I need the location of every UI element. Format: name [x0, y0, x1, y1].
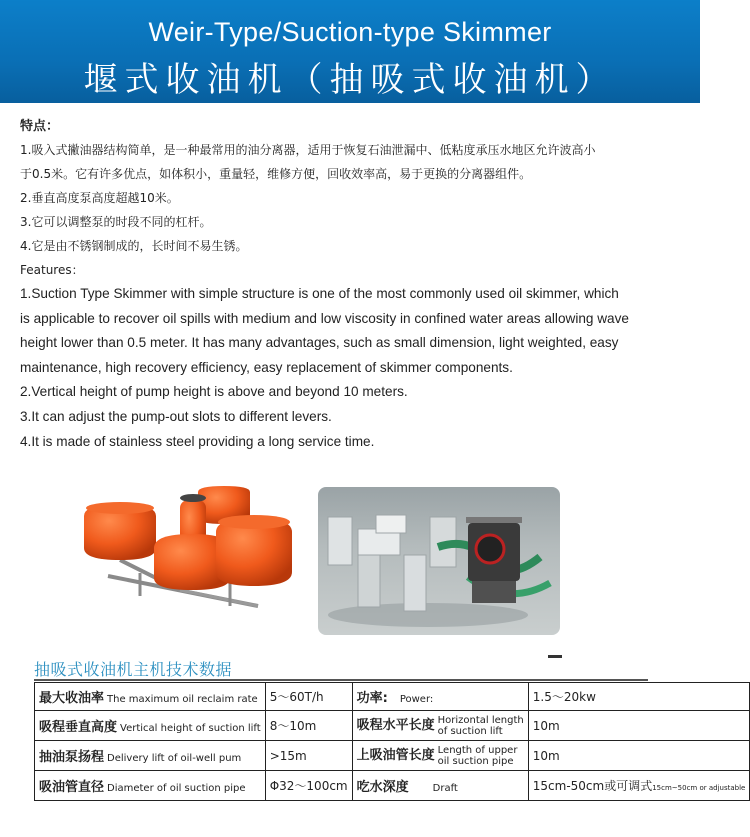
- title-banner: [0, 0, 700, 103]
- spec-value: >15m: [265, 741, 352, 771]
- feature-en-line: 3.It can adjust the pump-out slots to different levers.: [20, 408, 332, 424]
- title-rule: [34, 679, 648, 681]
- spec-value: 1.5～20kw: [528, 683, 750, 711]
- spec-label: 吸程水平长度 Horizontal length of suction lift: [352, 711, 528, 741]
- skimmer-photo-floats: [80, 478, 298, 618]
- spec-value: 10m: [528, 741, 750, 771]
- spec-value: 15cm-50cm或可调式15cm~50cm or adjustable: [528, 771, 750, 801]
- features-heading-cn: 特点：: [20, 119, 60, 134]
- feature-en-line: is applicable to recover oil spills with medium and low viscosity in confined water areas allowing wave: [20, 310, 629, 326]
- spec-label: 功率: Power:: [352, 683, 528, 711]
- skimmer-pump-illustration: [318, 487, 560, 635]
- spec-label: 吃水深度 Draft: [352, 771, 528, 801]
- spec-label: 最大收油率 The maximum oil reclaim rate: [35, 683, 266, 711]
- feature-en-line: 1.Suction Type Skimmer with simple structure is one of the most commonly used oil skimmer, which: [20, 286, 619, 301]
- feature-cn-line: 4.它是由不锈钢制成的，长时间不易生锈。: [20, 239, 248, 253]
- feature-cn-line: 1.吸入式撇油器结构简单，是一种最常用的油分离器，适用于恢复石油泄漏中、低粘度承压水地区允许波高小: [20, 143, 596, 157]
- skimmer-floats-illustration: [80, 478, 298, 618]
- feature-cn-line: 3.它可以调整泵的时段不同的杠杆。: [20, 215, 212, 229]
- table-row: [35, 741, 750, 771]
- features-text: [20, 116, 690, 454]
- table-row: [35, 683, 750, 711]
- spec-label: 上吸油管长度 Length of upper oil suction pipe: [352, 741, 528, 771]
- feature-en-line: 4.It is made of stainless steel providing a long service time.: [20, 433, 375, 449]
- features-heading-en: Features：: [20, 263, 84, 277]
- feature-en-line: height lower than 0.5 meter. It has many advantages, such as small dimension, light weighted, easy: [20, 335, 619, 351]
- spec-label: 抽油泵扬程 Delivery lift of oil-well pum: [35, 741, 266, 771]
- spec-value: 5～60T/h: [265, 683, 352, 711]
- spec-table-title: 抽吸式收油机主机技术数据: [34, 660, 233, 679]
- feature-en-line: 2.Vertical height of pump height is above and beyond 10 meters.: [20, 384, 408, 400]
- spec-table: [34, 682, 750, 801]
- spec-value: 8～10m: [265, 711, 352, 741]
- skimmer-photo-pump: [318, 487, 560, 635]
- feature-cn-line: 于0.5米。它有许多优点，如体积小，重量轻，维修方便，回收效率高，易于更换的分离器组件。: [20, 167, 532, 181]
- spec-value: Φ32～100cm: [265, 771, 352, 801]
- spec-value: 10m: [528, 711, 750, 741]
- spec-label: 吸油管直径 Diameter of oil suction pipe: [35, 771, 266, 801]
- feature-en-line: maintenance, high recovery efficiency, easy replacement of skimmer components.: [20, 359, 513, 375]
- table-row: [35, 771, 750, 801]
- title-english: Weir-Type/Suction-type Skimmer: [148, 17, 552, 47]
- dash-mark: [548, 655, 562, 658]
- feature-cn-line: 2.垂直高度泵高度超越10米。: [20, 191, 179, 205]
- title-chinese: 堰式收油机（抽吸式收油机）: [83, 60, 617, 100]
- table-row: [35, 711, 750, 741]
- spec-label: 吸程垂直高度 Vertical height of suction lift: [35, 711, 266, 741]
